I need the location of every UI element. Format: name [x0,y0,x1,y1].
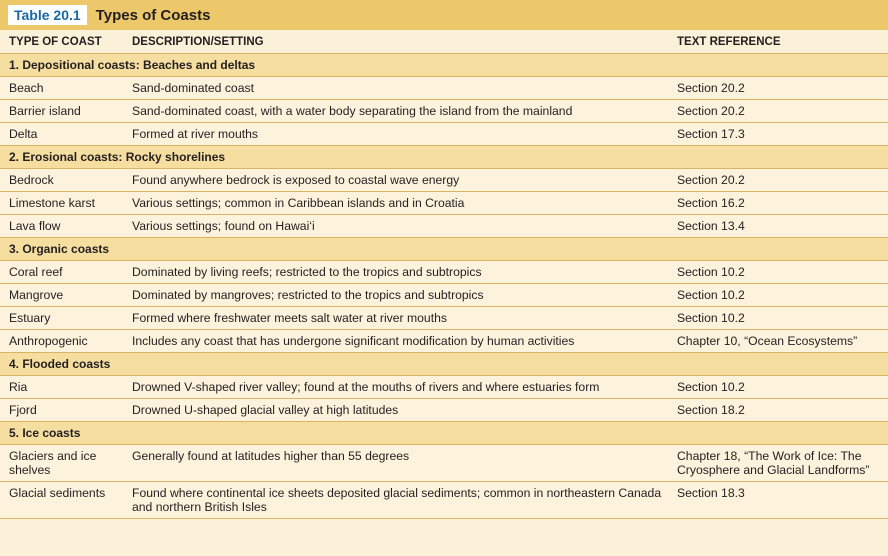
table-row [0,307,888,330]
cell-type: Glacial sediments [9,486,106,500]
table-row [0,123,888,146]
cell-description: Formed where freshwater meets salt water at river mouths [132,311,447,325]
table-grid [0,30,888,519]
cell-reference: Section 16.2 [677,196,745,210]
cell-description: Drowned V-shaped river valley; found at the mouths of rivers and where estuaries form [132,380,600,394]
cell-type: Barrier island [9,104,81,118]
cell-type: Estuary [9,311,51,325]
cell-reference: Section 17.3 [677,127,745,141]
cell-type: Ria [9,380,28,394]
cell-type: Anthropogenic [9,334,88,348]
table-title: Types of Coasts [95,6,211,24]
cell-type: Mangrove [9,288,64,302]
cell-description: Drowned U-shaped glacial valley at high latitudes [132,403,399,417]
cell-description: Various settings; found on Hawai‘i [132,219,315,233]
table-row [0,284,888,307]
cell-reference: Section 18.3 [677,486,745,500]
section-row [0,238,888,261]
section-label: 4. Flooded coasts [9,357,111,371]
table-row [0,330,888,353]
cell-reference: Section 10.2 [677,311,745,325]
cell-description: Dominated by mangroves; restricted to the tropics and subtropics [132,288,484,302]
table-row [0,376,888,399]
header-type-of-coast: TYPE OF COAST [9,35,102,48]
table-number-tag: Table 20.1 [8,5,87,25]
cell-description: Dominated by living reefs; restricted to the tropics and subtropics [132,265,482,279]
header-text-reference: TEXT REFERENCE [677,35,781,48]
cell-reference: Section 10.2 [677,288,745,302]
table-row [0,399,888,422]
section-label: 3. Organic coasts [9,242,110,256]
section-label: 1. Depositional coasts: Beaches and deltas [9,58,256,72]
section-row [0,54,888,77]
cell-description: Sand-dominated coast, with a water body separating the island from the mainland [132,104,573,118]
cell-description: Generally found at latitudes higher than 55 degrees [132,449,410,463]
table-row [0,192,888,215]
table-row [0,445,888,482]
cell-reference: Section 13.4 [677,219,745,233]
cell-description: Found anywhere bedrock is exposed to coastal wave energy [132,173,460,187]
header-description: DESCRIPTION/SETTING [132,35,264,48]
section-row [0,146,888,169]
cell-reference: Section 10.2 [677,265,745,279]
cell-type: Delta [9,127,38,141]
cell-type: Glaciers and ice shelves [9,449,97,477]
cell-reference: Section 10.2 [677,380,745,394]
cell-type: Coral reef [9,265,63,279]
table-header-row [0,30,888,54]
table-row [0,215,888,238]
section-label: 5. Ice coasts [9,426,81,440]
cell-reference: Chapter 10, “Ocean Ecosystems” [677,334,858,348]
table-row [0,77,888,100]
cell-type: Beach [9,81,44,95]
cell-reference: Section 20.2 [677,81,745,95]
cell-reference: Section 20.2 [677,104,745,118]
section-row [0,422,888,445]
cell-reference: Chapter 18, “The Work of Ice: The Cryosphere and Glacial Landforms” [677,449,870,477]
table-row [0,100,888,123]
cell-description: Includes any coast that has undergone significant modification by human activities [132,334,575,348]
cell-description: Formed at river mouths [132,127,258,141]
cell-type: Limestone karst [9,196,96,210]
cell-reference: Section 18.2 [677,403,745,417]
section-label: 2. Erosional coasts: Rocky shorelines [9,150,226,164]
table-row [0,261,888,284]
table-row [0,482,888,519]
cell-type: Bedrock [9,173,54,187]
cell-description: Various settings; common in Caribbean islands and in Croatia [132,196,465,210]
cell-description: Found where continental ice sheets deposited glacial sediments; common in northeastern Canada and northern British Isles [132,486,662,514]
section-row [0,353,888,376]
table-title-bar [0,0,888,30]
cell-reference: Section 20.2 [677,173,745,187]
cell-type: Fjord [9,403,37,417]
cell-description: Sand-dominated coast [132,81,254,95]
table-row [0,169,888,192]
cell-type: Lava flow [9,219,61,233]
